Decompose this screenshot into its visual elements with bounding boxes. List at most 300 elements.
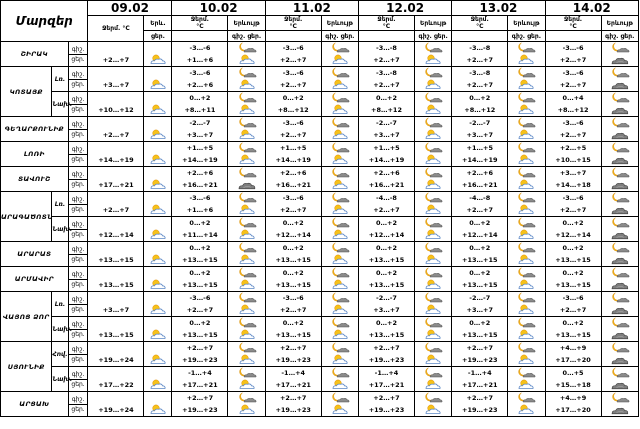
temperature-cell: [172, 367, 228, 392]
sun-cloud-icon: [330, 79, 350, 90]
day-temp: +2…+7: [559, 56, 587, 64]
night-temp: 0…+2: [189, 94, 211, 102]
weather-icon-cell: [321, 142, 358, 167]
day-temp: +12…+14: [462, 231, 498, 239]
day-temp: +2…+6: [186, 81, 214, 89]
temperature-cell: [172, 217, 228, 242]
period-subheader-5: գիշ. ցեր.: [601, 31, 638, 42]
night-temp: [88, 292, 143, 304]
night-temp: -3…-6: [282, 119, 304, 127]
moon-cloud-icon: [423, 342, 443, 353]
moon-cloud-icon: [330, 392, 350, 403]
weather-icon-cell: [321, 167, 358, 192]
weather-icon-cell: [228, 342, 265, 367]
region-name: ԿՈՏԱՅՔ: [1, 67, 52, 117]
day-temp: +2…+7: [102, 131, 130, 139]
weather-icon-cell: [321, 117, 358, 142]
day-label: ցեր.: [71, 230, 85, 238]
time-of-day-labels: [68, 67, 88, 92]
day-label: ցեր.: [71, 80, 85, 88]
temperature-cell: [172, 42, 228, 67]
weather-icon-cell: [601, 117, 638, 142]
day-label: ցեր.: [71, 380, 85, 388]
weather-icon-cell: [144, 342, 172, 367]
night-temp: 0…+2: [282, 319, 304, 327]
moon-cloud-icon: [237, 242, 257, 253]
night-temp: 0…+2: [375, 319, 397, 327]
temperature-cell: [265, 67, 321, 92]
temperature-cell: [88, 392, 144, 417]
day-temp: +3…+7: [466, 131, 493, 139]
temperature-cell: [265, 317, 321, 342]
weather-icon-cell: [321, 67, 358, 92]
weather-icon-cell: [601, 67, 638, 92]
temperature-cell: [265, 117, 321, 142]
weather-header-4: Երևույթ: [508, 16, 545, 31]
day-temp: +12…+14: [98, 231, 134, 239]
moon-cloud-icon: [423, 167, 443, 178]
night-temp: 0…+2: [469, 269, 491, 277]
moon-cloud-icon: [423, 292, 443, 303]
sun-cloud-icon: [516, 329, 536, 340]
night-temp: 0…+2: [562, 219, 584, 227]
moon-cloud-icon: [237, 367, 257, 378]
day-label: ցեր.: [71, 130, 85, 138]
temperature-cell: [88, 42, 144, 67]
night-temp: 0…+2: [469, 94, 491, 102]
night-temp: -3…-6: [189, 44, 211, 52]
moon-cloud-icon: [423, 317, 443, 328]
sun-cloud-icon: [148, 329, 168, 340]
temperature-cell: [452, 317, 508, 342]
moon-cloud-icon: [423, 267, 443, 278]
weather-icon-cell: [414, 67, 451, 92]
moon-cloud-icon: [610, 242, 630, 253]
moon-cloud-icon: [516, 42, 536, 53]
night-temp: -3…-6: [189, 194, 211, 202]
moon-cloud-icon: [610, 142, 630, 153]
sun-cloud-icon: [423, 154, 443, 165]
table-row: [1, 92, 639, 117]
sun-cloud-icon: [148, 254, 168, 265]
day-temp: +2…+7: [279, 206, 307, 214]
day-label: ցեր.: [71, 155, 85, 163]
day-temp: +13…+15: [182, 331, 218, 339]
night-temp: -2…-7: [189, 119, 211, 127]
weather-icon-cell: [321, 342, 358, 367]
moon-cloud-icon: [423, 192, 443, 203]
weather-icon-cell: [228, 117, 265, 142]
night-temp: +2…+7: [466, 394, 493, 402]
weather-icon-cell: [414, 117, 451, 142]
temp-header-2: Ջերմ. °C: [265, 16, 321, 31]
night-label: գիշ.: [69, 70, 88, 80]
table-row: [1, 317, 639, 342]
day-temp: +13…+15: [555, 281, 591, 289]
day-temp: +8…+12: [277, 106, 309, 114]
day-temp: +16…+21: [182, 181, 218, 189]
sun-cloud-icon: [237, 304, 257, 315]
moon-cloud-icon: [237, 317, 257, 328]
temp-header-1: Ջերմ. °C: [172, 16, 228, 31]
moon-cloud-icon: [516, 167, 536, 178]
night-temp: +2…+6: [279, 169, 307, 177]
table-row: [1, 142, 639, 167]
night-temp: +1…+5: [279, 144, 307, 152]
time-of-day-labels: [68, 242, 88, 267]
weather-icon-cell: [601, 167, 638, 192]
temperature-cell: [172, 392, 228, 417]
weather-icon-cell: [321, 92, 358, 117]
weather-icon-cell: [228, 392, 265, 417]
day-label: ցեր.: [71, 405, 85, 413]
weather-icon-cell: [228, 292, 265, 317]
temp-subheader-1: [172, 31, 228, 42]
temperature-cell: [359, 292, 415, 317]
night-temp: [88, 217, 143, 229]
night-temp: -3…-6: [189, 294, 211, 302]
day-temp: +19…+23: [275, 356, 311, 364]
temperature-cell: [172, 142, 228, 167]
cloud-icon: [610, 254, 630, 265]
moon-cloud-icon: [330, 42, 350, 53]
moon-cloud-icon: [330, 317, 350, 328]
sun-cloud-icon: [330, 404, 350, 415]
day-temp: +2…+7: [279, 56, 307, 64]
temperature-cell: [88, 142, 144, 167]
night-temp: 0…+2: [375, 219, 397, 227]
day-temp: +2…+7: [102, 56, 130, 64]
subregion-name: Նախ.: [52, 317, 68, 342]
weather-icon-cell: [321, 292, 358, 317]
sun-cloud-icon: [516, 129, 536, 140]
night-temp: -3…-8: [376, 44, 397, 52]
weather-icon-cell: [321, 392, 358, 417]
night-temp: [88, 342, 143, 354]
temperature-cell: [172, 242, 228, 267]
cloud-icon: [610, 129, 630, 140]
table-row: [1, 117, 639, 142]
day-temp: +2…+7: [466, 56, 493, 64]
moon-cloud-icon: [330, 67, 350, 78]
moon-cloud-icon: [237, 392, 257, 403]
sun-cloud-icon: [148, 79, 168, 90]
night-temp: +2…+6: [186, 169, 214, 177]
night-temp: [88, 367, 143, 379]
day-temp: +2…+7: [466, 81, 493, 89]
time-of-day-labels: [68, 217, 88, 242]
sun-cloud-icon: [148, 54, 168, 65]
moon-cloud-icon: [516, 192, 536, 203]
night-temp: +2…+7: [466, 344, 493, 352]
temp-subheader-4: [452, 31, 508, 42]
temperature-cell: [265, 192, 321, 217]
moon-cloud-icon: [610, 317, 630, 328]
weather-icon-cell: [601, 292, 638, 317]
day-temp: +2…+7: [559, 306, 587, 314]
region-name: ԱՐՑԱԽ: [1, 392, 69, 417]
day-temp: +19…+23: [182, 356, 218, 364]
day-temp: +14…+19: [98, 156, 134, 164]
day-temp: +8…+12: [557, 106, 589, 114]
day-temp: +2…+7: [466, 206, 493, 214]
temperature-cell: [265, 167, 321, 192]
weather-icon-cell: [321, 367, 358, 392]
day-temp: +13…+15: [275, 281, 311, 289]
moon-cloud-icon: [423, 67, 443, 78]
night-temp: 0…+2: [282, 269, 304, 277]
sun-cloud-icon: [148, 279, 168, 290]
day-label: ցեր.: [71, 355, 85, 363]
night-temp: 0…+5: [562, 369, 584, 377]
day-temp: +19…+23: [462, 406, 498, 414]
temperature-cell: [265, 92, 321, 117]
night-temp: +1…+5: [373, 144, 400, 152]
weather-icon-cell: [321, 317, 358, 342]
temperature-cell: [545, 367, 601, 392]
night-temp: +2…+7: [186, 394, 214, 402]
sun-cloud-icon: [237, 279, 257, 290]
weather-icon-cell: [144, 292, 172, 317]
moon-cloud-icon: [610, 217, 630, 228]
weather-icon-cell: [144, 217, 172, 242]
weather-icon-cell: [144, 92, 172, 117]
weather-icon-cell: [228, 242, 265, 267]
table-row: [1, 367, 639, 392]
temperature-cell: [265, 367, 321, 392]
table-row: [1, 67, 639, 92]
temperature-cell: [265, 292, 321, 317]
temperature-cell: [545, 167, 601, 192]
weather-header-3: Երևույթ: [414, 16, 451, 31]
temperature-cell: [88, 192, 144, 217]
sun-cloud-icon: [330, 329, 350, 340]
time-of-day-labels: [68, 292, 88, 317]
moon-cloud-icon: [237, 342, 257, 353]
day-label: ցեր.: [71, 105, 85, 113]
day-temp: +19…+24: [98, 406, 134, 414]
night-temp: +4…+9: [559, 394, 587, 402]
weather-icon-cell: [508, 117, 545, 142]
weather-icon-cell: [508, 267, 545, 292]
day-temp: +13…+15: [275, 331, 311, 339]
night-temp: 0…+2: [375, 94, 397, 102]
moon-cloud-icon: [423, 117, 443, 128]
day-temp: +13…+15: [462, 256, 498, 264]
weather-icon-cell: [508, 342, 545, 367]
weather-icon-cell: [508, 392, 545, 417]
sun-cloud-icon: [148, 404, 168, 415]
night-label: գիշ.: [69, 195, 88, 205]
weather-icon-cell: [144, 42, 172, 67]
date-header-4: 13.02: [452, 1, 545, 16]
sun-cloud-icon: [237, 229, 257, 240]
temperature-cell: [545, 217, 601, 242]
temperature-cell: [265, 42, 321, 67]
weather-icon-cell: [321, 267, 358, 292]
region-name: ՇԻՐԱԿ: [1, 42, 69, 67]
day-label: ցեր.: [71, 205, 85, 213]
moon-cloud-icon: [516, 392, 536, 403]
weather-icon-cell: [144, 142, 172, 167]
night-temp: +2…+7: [373, 344, 400, 352]
night-temp: 0…+2: [189, 244, 211, 252]
moon-cloud-icon: [610, 117, 630, 128]
moon-cloud-icon: [330, 292, 350, 303]
day-temp: +17…+20: [555, 406, 591, 414]
day-temp: +12…+14: [555, 231, 591, 239]
night-temp: +2…+7: [373, 394, 400, 402]
weather-header-2: Երևույթ: [321, 16, 358, 31]
temp-subheader-5: [545, 31, 601, 42]
day-temp: +2…+7: [102, 206, 130, 214]
night-label: գիշ.: [69, 295, 88, 305]
day-temp: +2…+7: [373, 56, 400, 64]
night-temp: 0…+2: [189, 319, 211, 327]
weather-icon-cell: [414, 317, 451, 342]
temperature-cell: [545, 267, 601, 292]
sun-cloud-icon: [330, 354, 350, 365]
temperature-cell: [359, 192, 415, 217]
moon-cloud-icon: [330, 242, 350, 253]
temperature-cell: [359, 392, 415, 417]
night-temp: -3…-6: [189, 69, 211, 77]
sun-cloud-icon: [516, 254, 536, 265]
moon-cloud-icon: [610, 42, 630, 53]
day-temp: +3…+7: [102, 306, 130, 314]
night-temp: [88, 142, 143, 154]
night-temp: 0…+2: [469, 219, 491, 227]
moon-cloud-icon: [330, 267, 350, 278]
sun-cloud-icon: [516, 204, 536, 215]
moon-cloud-icon: [516, 117, 536, 128]
moon-cloud-icon: [516, 217, 536, 228]
day-temp: +3…+7: [466, 306, 493, 314]
moon-cloud-icon: [516, 242, 536, 253]
temperature-cell: [545, 242, 601, 267]
day-temp: +8…+11: [184, 106, 216, 114]
weather-icon-cell: [601, 142, 638, 167]
time-of-day-labels: [68, 167, 88, 192]
temp-subheader-3: [359, 31, 415, 42]
temperature-cell: [88, 367, 144, 392]
night-temp: 0…+2: [562, 319, 584, 327]
night-temp: -3…-6: [562, 44, 584, 52]
time-of-day-labels: [68, 142, 88, 167]
temperature-cell: [172, 167, 228, 192]
night-temp: +2…+6: [466, 169, 493, 177]
day-temp: +2…+7: [559, 131, 587, 139]
night-temp: +3…+7: [559, 169, 587, 177]
temperature-cell: [452, 192, 508, 217]
moon-cloud-icon: [237, 117, 257, 128]
weather-icon-cell: [508, 217, 545, 242]
night-temp: [88, 192, 143, 204]
temperature-cell: [545, 117, 601, 142]
weather-icon-cell: [144, 392, 172, 417]
temperature-cell: [88, 242, 144, 267]
sun-cloud-icon: [330, 229, 350, 240]
sun-cloud-icon: [423, 254, 443, 265]
night-label: գիշ.: [69, 120, 88, 130]
weather-icon-cell: [414, 267, 451, 292]
day-temp: +13…+15: [182, 256, 218, 264]
night-temp: -3…-8: [376, 69, 397, 77]
sun-cloud-icon: [148, 379, 168, 390]
region-name: ՎԱՅՈՑ ՁՈՐ: [1, 292, 52, 342]
moon-cloud-icon: [610, 67, 630, 78]
sun-cloud-icon: [423, 229, 443, 240]
day-temp: +3…+7: [373, 131, 400, 139]
temperature-cell: [545, 42, 601, 67]
temperature-cell: [172, 292, 228, 317]
sun-cloud-icon: [423, 404, 443, 415]
table-row: [1, 192, 639, 217]
sun-cloud-icon: [516, 354, 536, 365]
night-temp: [88, 117, 143, 129]
night-temp: -1…+4: [188, 369, 212, 377]
sun-cloud-icon: [330, 129, 350, 140]
moon-cloud-icon: [330, 342, 350, 353]
sun-cloud-icon: [148, 354, 168, 365]
night-temp: +2…+7: [279, 394, 307, 402]
day-temp: +19…+24: [98, 356, 134, 364]
night-label: գիշ.: [69, 220, 88, 230]
day-label: ցեր.: [71, 305, 85, 313]
day-temp: +2…+7: [279, 131, 307, 139]
cloud-icon: [610, 104, 630, 115]
day-temp: +19…+23: [182, 406, 218, 414]
weather-icon-cell: [414, 242, 451, 267]
day-temp: +11…+14: [182, 231, 218, 239]
weather-icon-cell: [144, 367, 172, 392]
sun-cloud-icon: [237, 154, 257, 165]
day-temp: +15…+18: [555, 381, 591, 389]
day-temp: +13…+15: [368, 281, 405, 289]
day-temp: +13…+15: [98, 281, 134, 289]
weather-icon-cell: [228, 317, 265, 342]
night-label: գիշ.: [69, 320, 88, 330]
temperature-cell: [359, 117, 415, 142]
day-subheader-0: ցեր.: [144, 31, 172, 42]
cloud-icon: [610, 54, 630, 65]
temperature-cell: [545, 67, 601, 92]
subregion-name: Նախ.: [52, 367, 68, 392]
moon-cloud-icon: [423, 392, 443, 403]
moon-cloud-icon: [516, 267, 536, 278]
date-header-3: 12.02: [359, 1, 452, 16]
sun-cloud-icon: [330, 279, 350, 290]
sun-cloud-icon: [148, 304, 168, 315]
sun-cloud-icon: [516, 304, 536, 315]
temp-header-0: Ջերմ. °C: [88, 16, 144, 42]
sun-cloud-icon: [516, 179, 536, 190]
day-temp: +17…+20: [555, 356, 591, 364]
night-temp: 0…+2: [469, 319, 491, 327]
moon-cloud-icon: [330, 192, 350, 203]
moon-cloud-icon: [610, 92, 630, 103]
day-temp: +14…+19: [368, 156, 405, 164]
night-temp: -2…-7: [469, 119, 491, 127]
table-row: [1, 292, 639, 317]
moon-cloud-icon: [610, 167, 630, 178]
sun-cloud-icon: [330, 104, 350, 115]
cloud-icon: [610, 304, 630, 315]
moon-cloud-icon: [423, 217, 443, 228]
time-of-day-labels: [68, 342, 88, 367]
weather-icon-cell: [414, 142, 451, 167]
temperature-cell: [172, 117, 228, 142]
